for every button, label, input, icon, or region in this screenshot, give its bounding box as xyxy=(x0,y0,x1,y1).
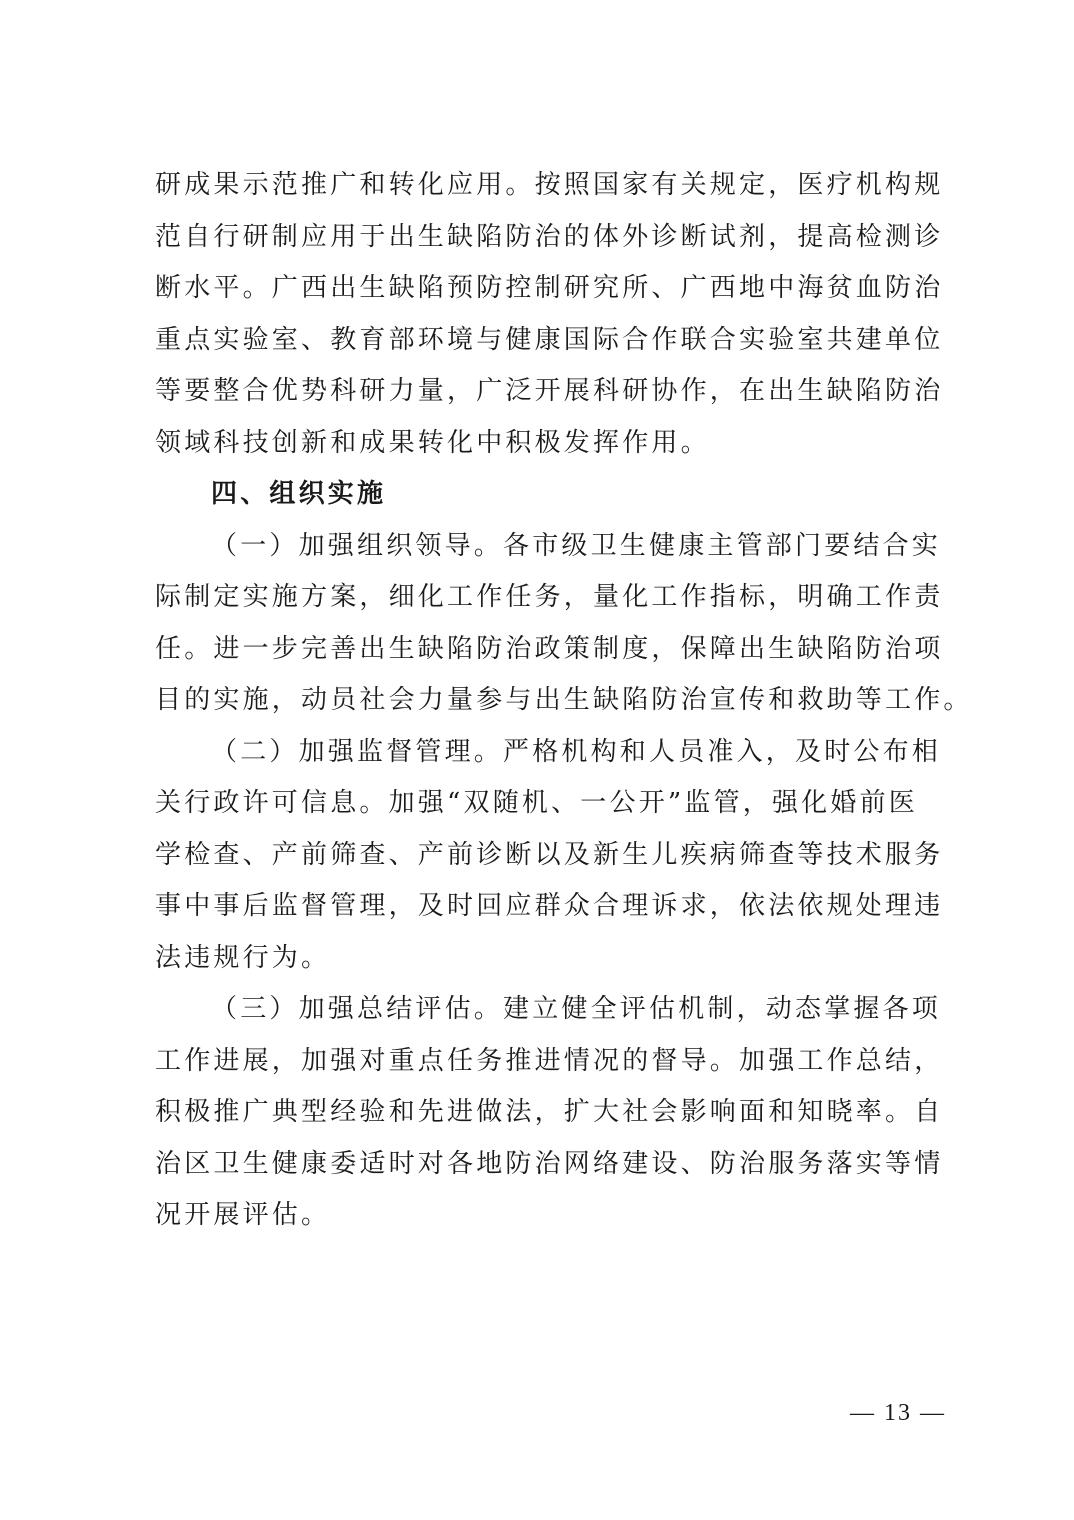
paragraph-line: 目的实施，动员社会力量参与出生缺陷防治宣传和救助等工作。 xyxy=(155,685,973,715)
paragraph-line: 任。进一步完善出生缺陷防治政策制度，保障出生缺陷防治项 xyxy=(155,633,944,664)
section-heading: 四、组织实施 xyxy=(211,479,387,509)
paragraph-line: 况开展评估。 xyxy=(155,1200,331,1230)
body-text xyxy=(155,160,973,1242)
paragraph-line: 际制定实施方案，细化工作任务，量化工作指标，明确工作责 xyxy=(155,582,944,612)
paragraph-line: 工作进展，加强对重点任务推进情况的督导。加强工作总结， xyxy=(155,1045,944,1076)
paragraph-line: 积极推广典型经验和先进做法，扩大社会影响面和知晓率。自 xyxy=(155,1097,944,1127)
paragraph-line: 事中事后监督管理，及时回应群众合理诉求，依法依规处理违 xyxy=(155,891,944,921)
paragraph-line: 治区卫生健康委适时对各地防治网络建设、防治服务落实等情 xyxy=(155,1148,944,1179)
paragraph-line: 学检查、产前筛查、产前诊断以及新生儿疾病筛查等技术服务 xyxy=(155,839,944,870)
page-number: — 13 — xyxy=(850,1400,946,1426)
paragraph-line: 重点实验室、教育部环境与健康国际合作联合实验室共建单位 xyxy=(155,324,944,355)
paragraph-line: 等要整合优势科研力量，广泛开展科研协作，在出生缺陷防治 xyxy=(155,376,944,406)
paragraph-line: （三）加强总结评估。建立健全评估机制，动态掌握各项 xyxy=(211,994,942,1024)
paragraph-line: 研成果示范推广和转化应用。按照国家有关规定，医疗机构规 xyxy=(155,170,944,200)
paragraph-line: 断水平。广西出生缺陷预防控制研究所、广西地中海贫血防治 xyxy=(155,273,944,303)
paragraph-line: （二）加强监督管理。严格机构和人员准入，及时公布相 xyxy=(211,736,942,767)
paragraph-line: （一）加强组织领导。各市级卫生健康主管部门要结合实 xyxy=(211,530,942,561)
paragraph-line: 关行政许可信息。加强“双随机、一公开”监管，强化婚前医 xyxy=(155,788,918,818)
paragraph-line: 领域科技创新和成果转化中积极发挥作用。 xyxy=(155,427,710,458)
paragraph-line: 法违规行为。 xyxy=(155,942,331,973)
paragraph-line: 范自行研制应用于出生缺陷防治的体外诊断试剂，提高检测诊 xyxy=(155,221,944,252)
